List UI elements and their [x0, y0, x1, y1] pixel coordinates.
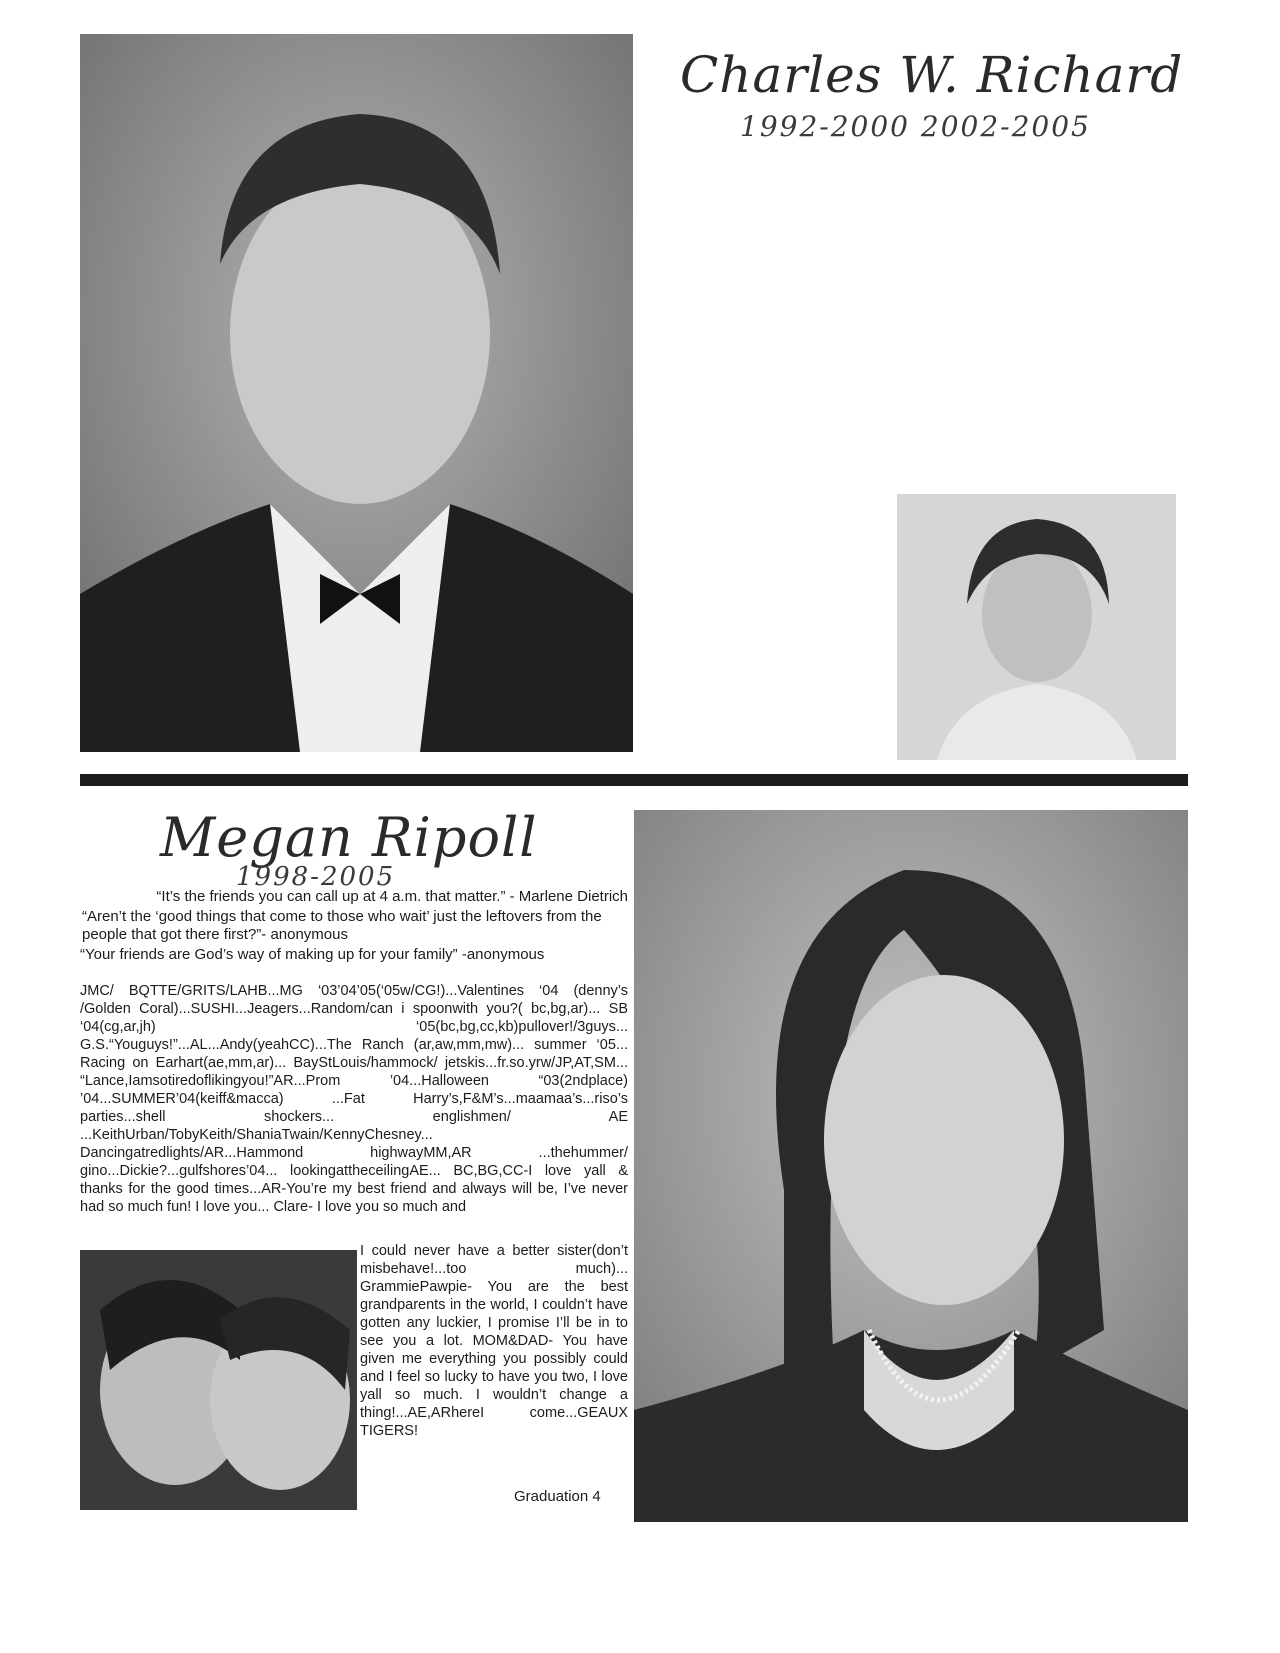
section-divider: [80, 774, 1188, 786]
charles-years: 1992-2000 2002-2005: [740, 110, 1091, 143]
charles-name: Charles W. Richard: [680, 46, 1184, 104]
charles-formal-portrait: [80, 34, 633, 752]
quote-3: “Your friends are God’s way of making up for your family” -anonymous: [80, 946, 545, 963]
page-footer: Graduation 4: [514, 1488, 601, 1505]
megan-name: Megan Ripoll: [160, 806, 538, 869]
megan-friends-photo: [80, 1250, 357, 1510]
quote-1: “It’s the friends you can call up at 4 a.m. that matter.” - Marlene Dietrich: [156, 888, 628, 905]
megan-family-message: I could never have a better sister(don’t misbehave!...too much)... GrammiePawpie- You are the best grandparents in the world, I couldn’t have gotten any luckier, I promise I’ll be in to see you a lot. MOM&DAD- You have given me everything you possibly could and I feel so lucky to have you two, I love yall so much. I wouldn’t change a thing!...AE,ARhereI come...GEAUX TIGERS!: [360, 1243, 628, 1439]
charles-casual-portrait: [897, 494, 1176, 760]
quote-2: “Aren’t the ‘good things that come to those who wait’ just the leftovers from the people that got there first?”- anonymous: [82, 908, 602, 943]
megan-years: 1998-2005: [236, 862, 396, 892]
megan-quotes: [80, 888, 628, 966]
megan-formal-portrait: [634, 810, 1188, 1522]
megan-senior-message: JMC/ BQTTE/GRITS/LAHB...MG ‘03’04’05(‘05w/CG!)...Valentines ‘04 (denny’s /Golden Coral)...SUSHI...Jeagers...Random/can i spoonwith you?( bc,bg,ar)... SB ‘04(cg,ar,jh) ‘05(bc,bg,cc,kb)pullover!/3guys... G.S.“Youguys!”...AL...Andy(yeahCC)...The Ranch (ar,aw,mm,mw)... summer ‘05... Racing on Earhart(ae,mm,ar)... BayStLouis/hammock/ jetskis...fr.so.yrw/JP,AT,SM... “Lance,Iamsotiredoflikingyou!”AR...Prom ’04...Halloween “03(2ndplace) ’04...SUMMER’04(keiff&macca) ...Fat Harry’s,F&M’s...maamaa’s...riso’s parties...shell shockers... englishmen/ AE ...KeithUrban/TobyKeith/ShaniaTwain/KennyChesney... Dancingatredlights/AR...Hammond highwayMM,AR ...thehummer/ gino...Dickie?...gulfshores’04... lookingattheceilingAE... BC,BG,CC-I love yall & thanks for the good times...AR-You’re my best friend and always will be, I’ve never had so much fun! I love you... Clare- I love you so much and: [80, 983, 628, 1215]
